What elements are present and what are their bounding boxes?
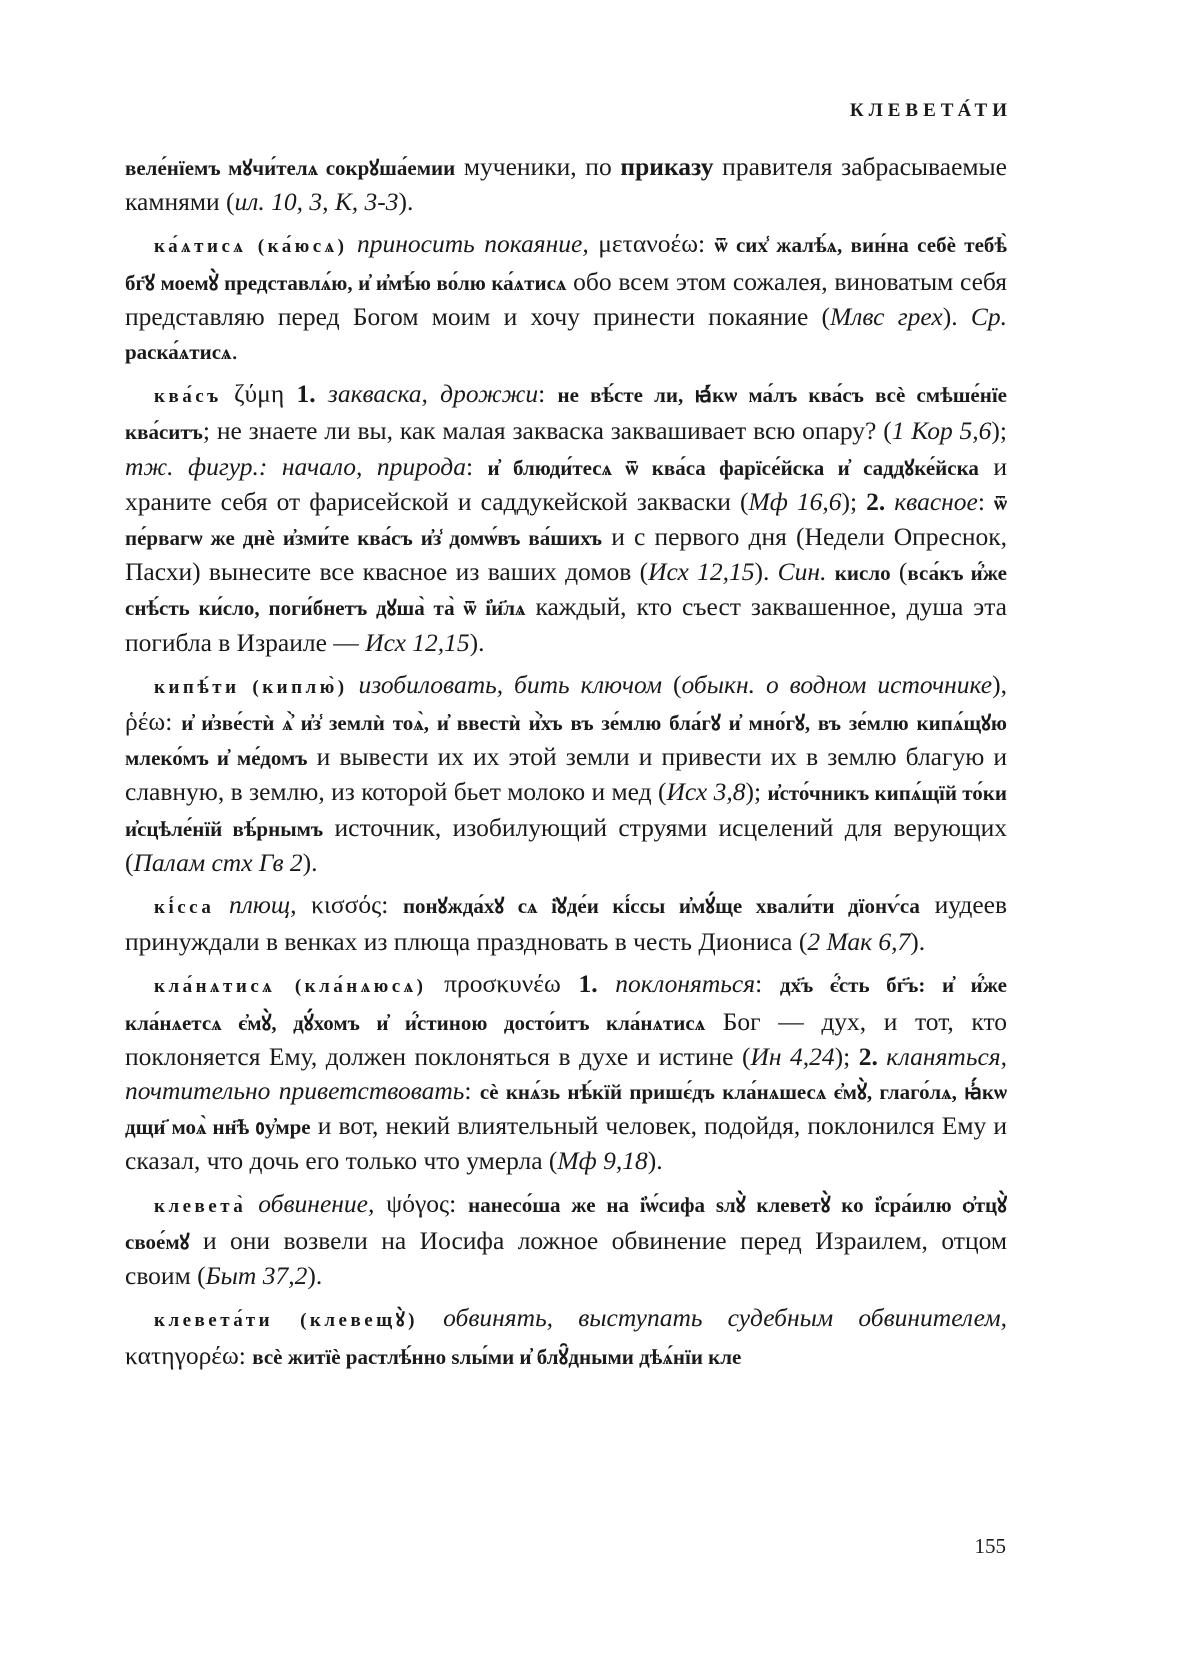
text-run: каждый, кто съест заквашенное, душа эта погибла в Израиле — <box>125 592 1007 657</box>
dictionary-entry <box>125 888 1007 959</box>
dictionary-entry <box>125 1187 1007 1294</box>
church-slavonic-quote: веле́нїемъ мꙋчи́телѧ сокрꙋша́емии <box>125 156 456 180</box>
text-run: : <box>977 486 994 516</box>
text-run: и вот, некий влиятельный человек, подойдя, поклонился Ему и сказал, что дочь его только что умерла ( <box>125 1111 1007 1176</box>
text-run: ); <box>841 486 867 516</box>
text-run <box>214 890 229 919</box>
church-slavonic-quote: ѿ сих̾ жалѣ́ѧ, вин́на себѐ тебѣ̀ бг҃ꙋ моемꙋ̀ представлѧ́ю, и҆ и҆мѣ́ю во́лю ка́ѧтисѧ <box>125 233 1008 295</box>
text-run: ζύμη <box>221 379 297 409</box>
italic-text: изобиловать, бить ключом <box>358 669 663 699</box>
text-run: ). <box>910 927 926 957</box>
italic-text: обвинять, выступать судебным обвинителем, <box>443 1303 1007 1333</box>
headword: кла́нѧтисѧ (кла́нѧюсѧ) <box>154 976 427 998</box>
text-run <box>316 379 328 408</box>
text-run: ). <box>398 187 414 217</box>
italic-text: обыкн. о водном источнике <box>681 669 993 699</box>
church-slavonic-quote: и҆ блюди́тесѧ ѿ ква́са фарїсе́йска и҆ саддꙋке́йска <box>487 455 979 480</box>
italic-text: Быт 37,2 <box>205 1261 308 1291</box>
bold-text: приказу <box>620 152 714 181</box>
text-run: ( <box>890 557 908 587</box>
italic-text: Мф 16,6 <box>748 486 842 516</box>
italic-text: тж. фигур.: начало, природа <box>125 451 466 481</box>
text-run: Бог — дух, и тот, кто поклоняется Ему, должен поклоняться в духе и истине ( <box>125 1006 1007 1071</box>
text-run: и они возвели на Иосифа ложное обвинение перед Израилем, отцом своим ( <box>125 1225 1007 1291</box>
headword: клевета̀ <box>154 1195 247 1217</box>
italic-text: Ин 4,24 <box>750 1041 835 1071</box>
text-run: μετανοέω: <box>588 229 715 259</box>
text-run: ); <box>745 777 768 807</box>
text-run <box>598 969 616 998</box>
church-slavonic-quote: и҆сто́чникъ кипѧ́щїй то́ки и҆сцѣле́нїй вѣ́рнымъ <box>125 781 1007 841</box>
italic-text: квасное <box>894 486 978 516</box>
text-run: ). <box>302 847 318 877</box>
italic-text: Исх 12,15 <box>648 557 755 587</box>
italic-text: Ср. <box>970 301 1007 331</box>
text-run: и вывести их их этой земли и привести их в землю благую и славную, в землю, из которой бьет молоко и мед ( <box>125 742 1007 807</box>
church-slavonic-quote: дх҃ъ є҆́сть бг҃ъ: и҆ и҆́же кла́нѧетсѧ є҆мꙋ̀, дꙋ́хомъ и҆ и҆́стиною досто́итъ кла́нѧтисѧ <box>125 973 1007 1035</box>
text-run <box>885 487 894 516</box>
text-run: κατηγορέω: <box>125 1340 253 1370</box>
text-run: : <box>464 1076 480 1106</box>
italic-text: Палам стх Гв 2 <box>133 847 303 877</box>
dictionary-entry <box>125 377 1007 660</box>
dictionary-entry <box>125 227 1007 369</box>
dictionary-entry <box>125 150 1007 219</box>
text-run: источник, изобилующий струями исцелений для верующих ( <box>125 812 1007 877</box>
italic-text: Исх 12,15 <box>365 627 470 657</box>
text-run: : <box>465 451 488 481</box>
church-slavonic-quote: не вѣ́сте ли, ꙗ҆́кѡ ма́лъ ква́съ всѐ смѣше́нїе ква́ситъ <box>125 383 1007 445</box>
text-run: ), ῥέω: <box>125 669 1008 737</box>
italic-text: 1 Кор 5,6 <box>891 416 992 446</box>
text-run: ψόγος: <box>374 1188 469 1218</box>
church-slavonic-quote: вса́къ и҆́же снѣ́сть ки́сло, поги́бнетъ дꙋша̀ та̀ ѿ і҆и҃лѧ <box>125 561 1008 621</box>
dictionary-entry <box>125 1301 1007 1373</box>
headword: ка́ѧтисѧ (ка́юсѧ) <box>154 236 348 258</box>
italic-text: приносить покаяние, <box>357 229 589 259</box>
italic-text: обвинение, <box>258 1188 375 1218</box>
text-run: ). <box>942 301 971 331</box>
text-run <box>348 670 359 699</box>
text-run: мученики, по <box>455 152 621 181</box>
church-slavonic-quote: и҆ и҆зве́стѝ ѧ҆̀ и҆з̾ землѝ тоѧ̀, и҆ ввестѝ и҆̀хъ въ зе́млю бла́гꙋ и҆ мно́гꙋ, въ зе́млю кипѧ́щꙋю млеко́мъ и҆ ме́домъ <box>125 711 1007 771</box>
italic-text: Млвс грех <box>830 301 943 331</box>
text-run: ); <box>991 416 1007 446</box>
text-run: ). <box>469 627 485 657</box>
text-run <box>826 557 834 586</box>
italic-text: Син. <box>777 557 827 587</box>
italic-text: плющ, <box>229 890 297 920</box>
headword: ква́съ <box>154 386 222 408</box>
text-run: ). <box>307 1261 323 1291</box>
text-run: προσκυνέω <box>426 969 579 999</box>
church-slavonic-quote: ѿ пе́рвагѡ же днѐ и҆зми́те ква́съ и҆з̾ домѡ́въ ва́шихъ <box>125 490 1007 551</box>
bold-text: 2. <box>866 486 886 516</box>
church-slavonic-quote: нанесо́ша же на і҆ѡ́сифа ѕлꙋ̀ клеветꙋ̀ ко і҆сра́илю ѻ҆тцꙋ̀ свое́мꙋ <box>125 1192 1007 1254</box>
dictionary-body <box>125 150 1007 1382</box>
italic-text: кланяться, почтительно приветствовать <box>125 1041 1007 1106</box>
text-run: правителя забрасываемые камнями ( <box>125 152 1007 217</box>
bold-text: 2. <box>858 1041 878 1071</box>
text-run <box>246 1189 258 1218</box>
text-run: обо всем этом сожалея, виноватым себя представляю перед Богом моим и хочу принести покаяние ( <box>125 266 1007 331</box>
text-run: : <box>755 969 780 999</box>
italic-text: закваска, дрожжи <box>327 379 539 409</box>
text-run: ; не знаете ли вы, как малая закваска заквашивает всю опару? ( <box>202 416 892 446</box>
bold-text: 1. <box>296 379 316 409</box>
italic-text: Мф 9,18 <box>557 1146 648 1176</box>
headword: кі́сса <box>154 897 215 919</box>
text-run: ). <box>647 1146 663 1176</box>
headword: кипѣ́ти (киплю̀) <box>154 676 348 698</box>
page-number: 155 <box>974 1534 1006 1558</box>
church-slavonic-quote: всѐ житїѐ растлѣ́нно ѕлы́ми и҆ блꙋ̑дными дѣѧ́нїи кле <box>252 1344 742 1369</box>
headword: клевета́ти (клевещꙋ̀) <box>154 1310 418 1332</box>
text-run: и храните себя от фарисейской и саддукейской закваски ( <box>125 451 1008 516</box>
text-run: ( <box>662 669 682 699</box>
text-run: : <box>538 379 558 409</box>
text-run <box>418 1303 443 1332</box>
italic-text: 2 Мак 6,7 <box>807 927 911 957</box>
text-run: и с первого дня (Недели Опреснок, Пасхи) вынесите все квасное из ваших домов ( <box>125 522 1007 587</box>
church-slavonic-quote: сѐ кнѧ́зь нѣ́кїй пришє́дъ кла́нѧшесѧ є҆мꙋ̀, глаго́лѧ, ꙗ҆́кѡ дщи҃ моѧ̀ нн҃ѣ ᲂу҆мре <box>125 1080 1007 1140</box>
text-run: ); <box>834 1041 859 1071</box>
italic-text: Исх 3,8 <box>666 777 746 807</box>
bold-text: 1. <box>578 969 598 999</box>
text-run: . <box>231 336 238 366</box>
text-run: ). <box>754 557 778 587</box>
dictionary-entry <box>125 967 1007 1178</box>
church-slavonic-quote: кисло <box>834 561 891 586</box>
italic-text: ил. 10, 3, К, 3-3 <box>234 187 399 217</box>
running-head: КЛЕВЕТА́ТИ <box>849 100 1012 121</box>
dictionary-entry <box>125 668 1007 880</box>
church-slavonic-quote: понꙋжда́хꙋ сѧ і҆ꙋде́и кі́ссы и҆мꙋ́ще хвали́ти дїонѵ́са <box>402 894 920 919</box>
text-run: иудеев принуждали в венках из плюща праздновать в честь Диониса ( <box>125 890 1008 957</box>
text-run <box>348 229 358 258</box>
text-run: κισσός: <box>296 890 403 920</box>
church-slavonic-quote: раска́ѧтисѧ <box>125 340 232 365</box>
italic-text: поклоняться <box>615 969 756 999</box>
